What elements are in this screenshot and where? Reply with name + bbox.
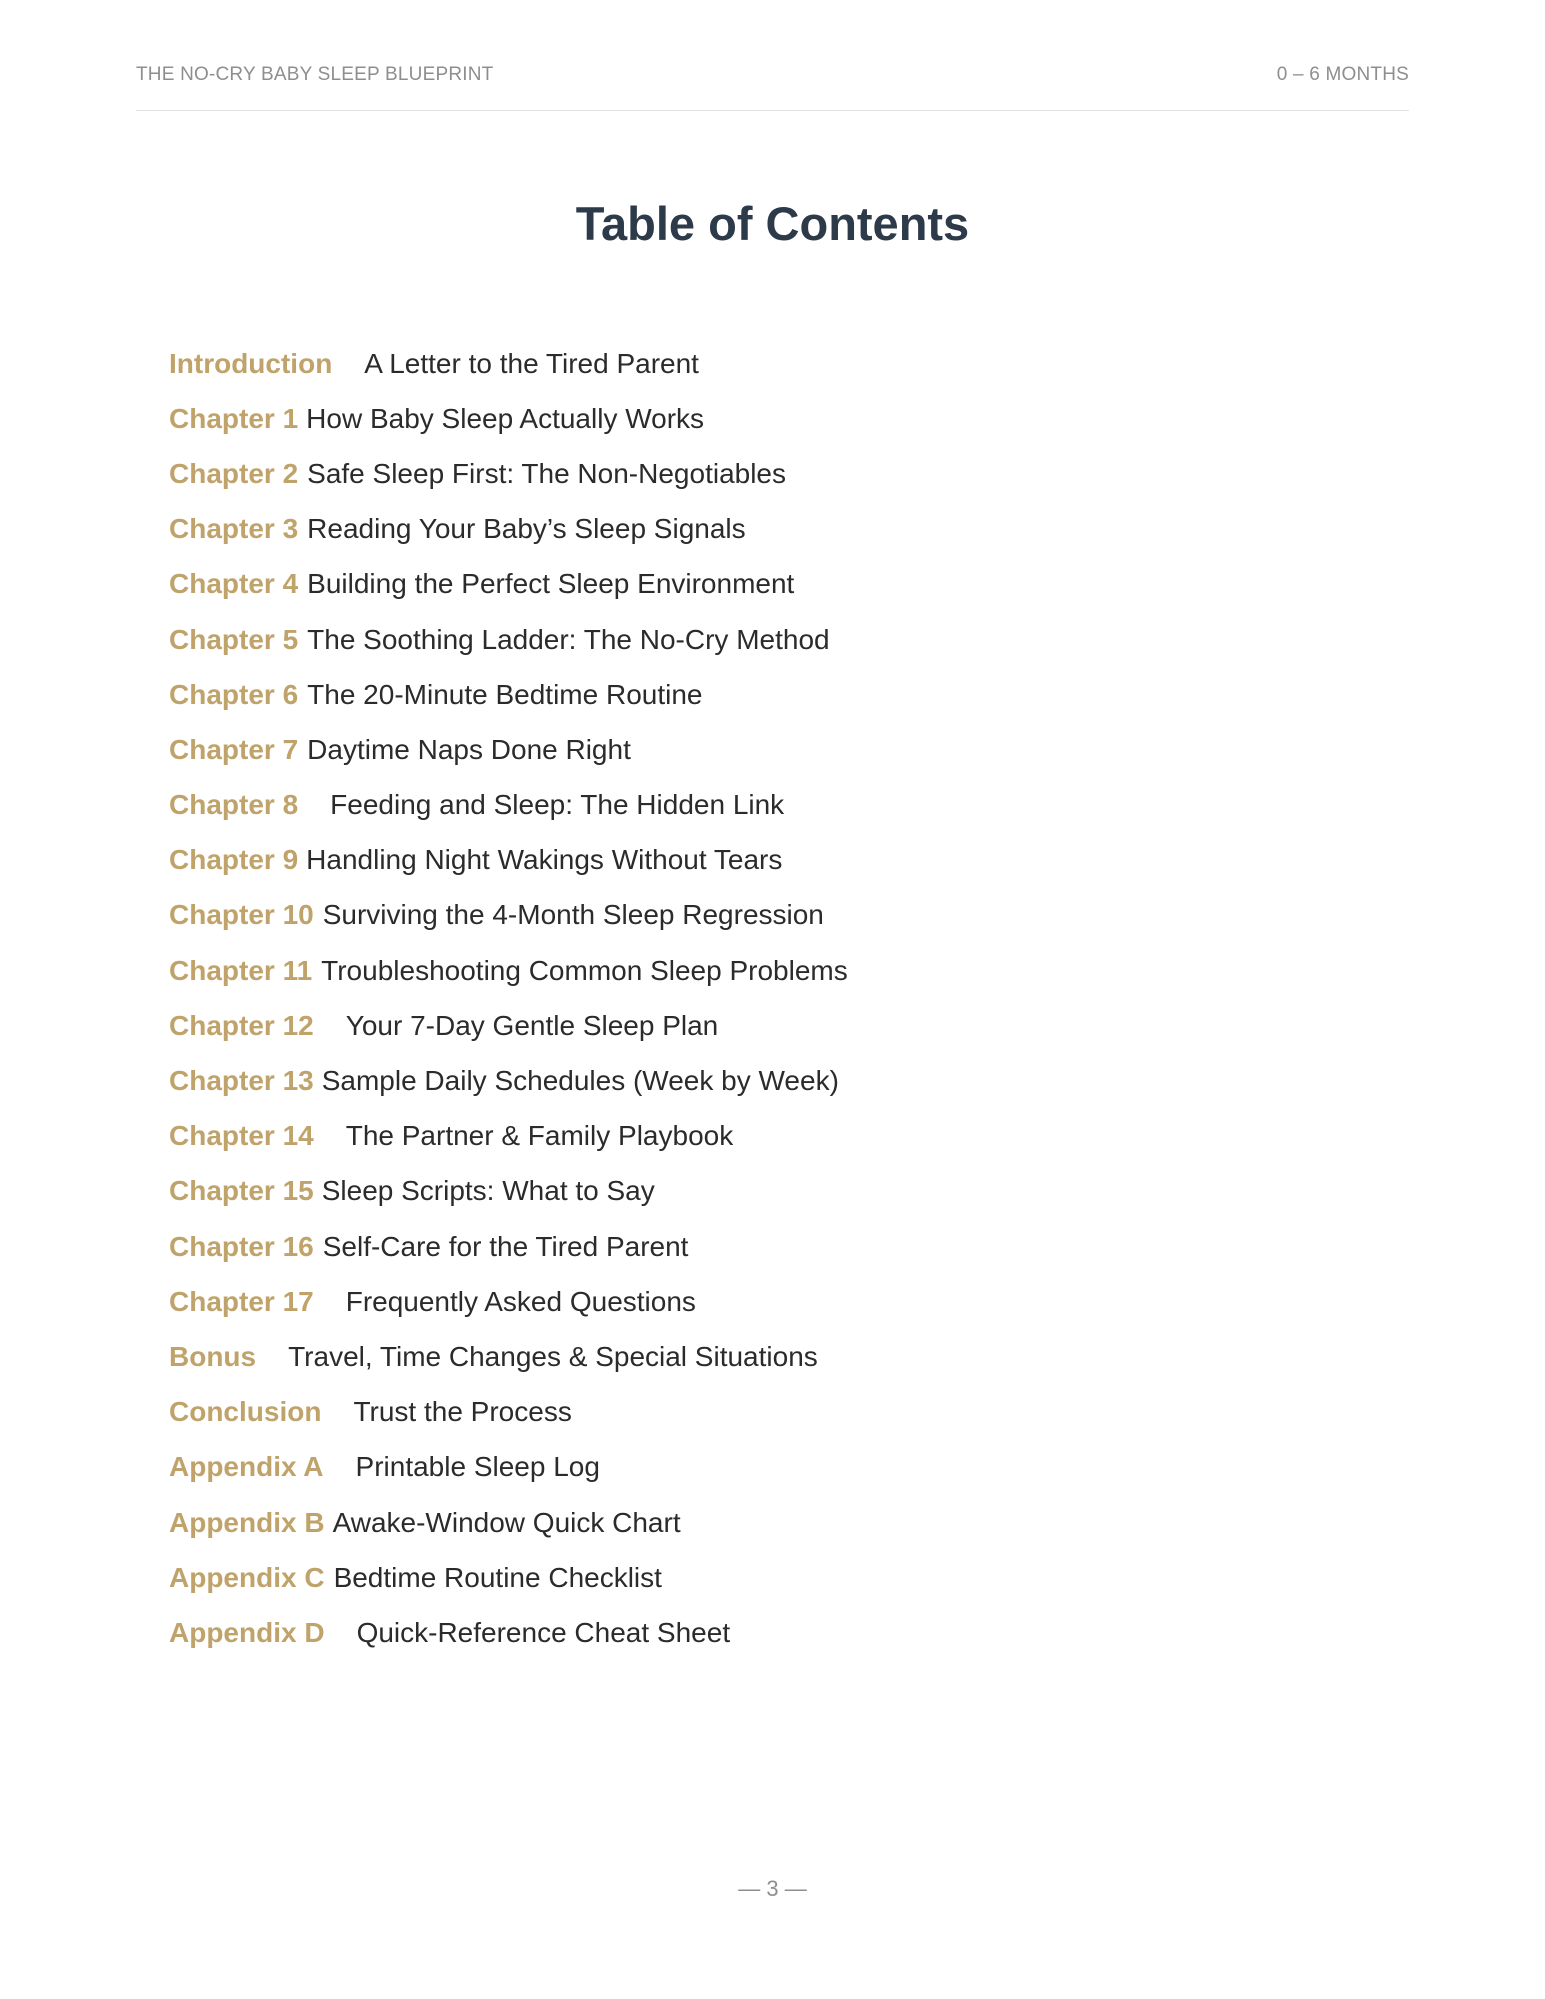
toc-label: Chapter 14 bbox=[169, 1120, 314, 1152]
toc-entry-chapter-8[interactable] bbox=[169, 778, 1369, 833]
toc-title: Frequently Asked Questions bbox=[345, 1285, 696, 1317]
toc-label: Chapter 11 bbox=[169, 954, 313, 986]
toc-label: Introduction bbox=[169, 347, 333, 379]
toc-title: Surviving the 4-Month Sleep Regression bbox=[322, 899, 824, 931]
toc-entry-chapter-5[interactable] bbox=[169, 612, 1369, 667]
toc-entry-appendix-a[interactable] bbox=[169, 1440, 1369, 1495]
toc-title: Sample Daily Schedules (Week by Week) bbox=[321, 1065, 839, 1097]
toc-entry-bonus[interactable] bbox=[169, 1329, 1369, 1384]
toc-title: Reading Your Baby’s Sleep Signals bbox=[307, 513, 746, 545]
toc-label: Bonus bbox=[169, 1340, 257, 1372]
toc-entry-appendix-c[interactable] bbox=[169, 1550, 1369, 1605]
toc-label: Appendix D bbox=[169, 1616, 325, 1648]
toc-entry-chapter-14[interactable] bbox=[169, 1109, 1369, 1164]
toc-entry-chapter-10[interactable] bbox=[169, 888, 1369, 943]
toc-label: Appendix B bbox=[169, 1506, 325, 1538]
toc-entry-introduction[interactable] bbox=[169, 336, 1369, 391]
toc-title: Printable Sleep Log bbox=[355, 1451, 600, 1483]
toc-entry-chapter-1[interactable] bbox=[169, 391, 1369, 446]
toc-label: Appendix A bbox=[169, 1451, 324, 1483]
toc-entry-chapter-4[interactable] bbox=[169, 557, 1369, 612]
toc-title: The Partner & Family Playbook bbox=[345, 1120, 734, 1152]
toc-label: Chapter 16 bbox=[169, 1230, 314, 1262]
toc-title: Quick-Reference Cheat Sheet bbox=[356, 1616, 731, 1648]
book-title: THE NO-CRY BABY SLEEP BLUEPRINT bbox=[136, 64, 494, 85]
toc-title: Troubleshooting Common Sleep Problems bbox=[321, 954, 848, 986]
toc-entry-chapter-13[interactable] bbox=[169, 1053, 1369, 1108]
toc-label: Chapter 8 bbox=[169, 789, 299, 821]
toc-label: Chapter 6 bbox=[169, 678, 299, 710]
toc-entry-conclusion[interactable] bbox=[169, 1385, 1369, 1440]
toc-entry-chapter-2[interactable] bbox=[169, 446, 1369, 501]
toc-entry-chapter-7[interactable] bbox=[169, 722, 1369, 777]
toc-title: Awake-Window Quick Chart bbox=[332, 1506, 681, 1538]
toc-title: Travel, Time Changes & Special Situations bbox=[288, 1340, 818, 1372]
toc-title: Building the Perfect Sleep Environment bbox=[307, 568, 795, 600]
toc-title: Self-Care for the Tired Parent bbox=[322, 1230, 689, 1262]
page-number: — 3 — bbox=[738, 1876, 807, 1901]
toc-label: Chapter 12 bbox=[169, 1009, 314, 1041]
toc-label: Chapter 9 bbox=[169, 844, 299, 876]
toc-entry-chapter-6[interactable] bbox=[169, 667, 1369, 722]
toc-label: Chapter 5 bbox=[169, 623, 299, 655]
toc-label: Chapter 10 bbox=[169, 899, 314, 931]
page-title: Table of Contents bbox=[575, 197, 970, 250]
toc-label: Chapter 4 bbox=[169, 568, 299, 600]
toc-title: How Baby Sleep Actually Works bbox=[306, 402, 705, 434]
toc-entry-chapter-16[interactable] bbox=[169, 1219, 1369, 1274]
toc-title: Trust the Process bbox=[353, 1396, 572, 1428]
toc-title: The 20-Minute Bedtime Routine bbox=[307, 678, 703, 710]
toc-label: Chapter 1 bbox=[169, 402, 299, 434]
toc-entry-chapter-9[interactable] bbox=[169, 833, 1369, 888]
table-of-contents bbox=[169, 336, 1369, 1661]
toc-entry-chapter-11[interactable] bbox=[169, 943, 1369, 998]
toc-title: Daytime Naps Done Right bbox=[307, 733, 631, 765]
toc-label: Chapter 7 bbox=[169, 733, 299, 765]
toc-title: Sleep Scripts: What to Say bbox=[321, 1175, 655, 1207]
toc-label: Conclusion bbox=[169, 1396, 322, 1428]
toc-entry-appendix-d[interactable] bbox=[169, 1605, 1369, 1660]
toc-entry-chapter-3[interactable] bbox=[169, 502, 1369, 557]
toc-title: Handling Night Wakings Without Tears bbox=[306, 844, 783, 876]
toc-entry-chapter-17[interactable] bbox=[169, 1274, 1369, 1329]
toc-title: Safe Sleep First: The Non-Negotiables bbox=[307, 457, 786, 489]
toc-title: Your 7-Day Gentle Sleep Plan bbox=[345, 1009, 719, 1041]
toc-title: Feeding and Sleep: The Hidden Link bbox=[330, 789, 785, 821]
toc-label: Chapter 15 bbox=[169, 1175, 314, 1207]
toc-label: Chapter 13 bbox=[169, 1065, 314, 1097]
running-header bbox=[136, 64, 1409, 111]
toc-entry-chapter-12[interactable] bbox=[169, 998, 1369, 1053]
toc-entry-appendix-b[interactable] bbox=[169, 1495, 1369, 1550]
toc-label: Chapter 2 bbox=[169, 457, 299, 489]
age-range: 0 – 6 MONTHS bbox=[1276, 64, 1409, 85]
toc-title: The Soothing Ladder: The No-Cry Method bbox=[307, 623, 830, 655]
toc-label: Chapter 3 bbox=[169, 513, 299, 545]
toc-label: Appendix C bbox=[169, 1561, 325, 1593]
toc-entry-chapter-15[interactable] bbox=[169, 1164, 1369, 1219]
toc-label: Chapter 17 bbox=[169, 1285, 314, 1317]
toc-title: Bedtime Routine Checklist bbox=[333, 1561, 662, 1593]
toc-title: A Letter to the Tired Parent bbox=[364, 347, 699, 379]
